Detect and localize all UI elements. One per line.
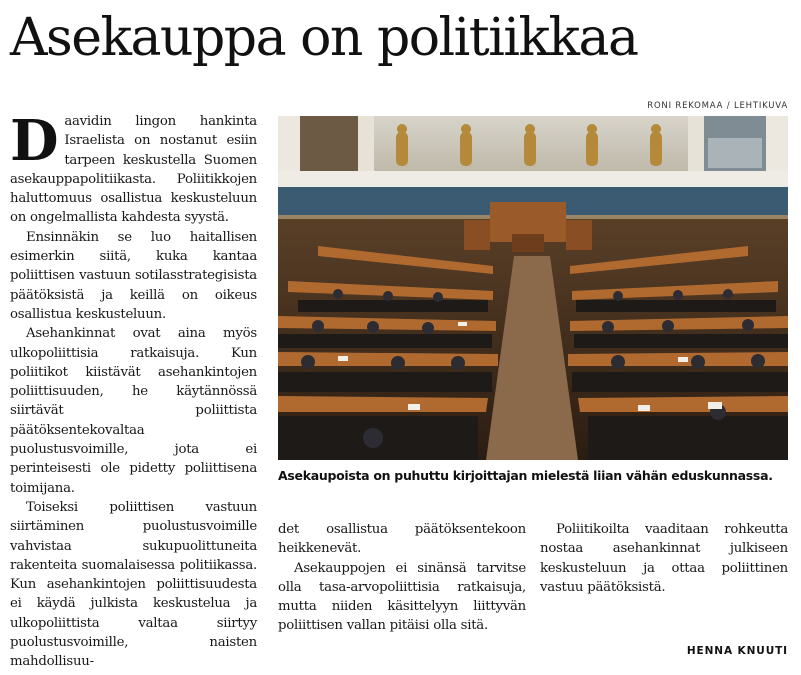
drop-cap: D [10,108,59,174]
paragraph-3: Asehankinnat ovat aina myös ulkopoliittisia ratkaisuja. Kun poliitikot kiistävät asehankintojen poliittisuuden, he käytännössä siirtävät poliittista päätöksentekovaltaa puolustusvoimille, jota ei perinteisesti ole pidetty poliittisena toimijana. [10,326,257,496]
article-column-3 [540,520,788,597]
paragraph-6: Poliitikoilta vaaditaan rohkeutta nostaa asehankinnat julkiseen keskusteluun ja ottaa poliittinen vastuu päätöksistä. [540,522,788,595]
paragraph-5: Asekauppojen ei sinänsä tarvitse olla tasa-arvopoliittisia ratkaisuja, mutta niiden käsittelyyn liittyvän poliittisen vallan pitäisi olla sitä. [278,560,526,634]
paragraph-1-text: aavidin lingon hankinta Israelista on nostanut esiin tarpeen keskustella Suomen asekauppapolitiikasta. Poliitikkojen haluttomuus osallistua keskusteluun on ongelmallista kahdesta syystä. [10,114,257,226]
paragraph-4-start: Toiseksi poliittisen vastuun siirtäminen puolustusvoimille vahvistaa sukupuolittuneita rakenteita suomalaisessa politiikassa. Kun asehankintojen poliittisuudesta ei käydä julkista keskustelua ja ulkopoliittista valtaa siirtyy puolustusvoimille, naisten mahdollisuu- [10,499,257,670]
article-photo [278,116,788,460]
photo-credit: RONI REKOMAA / LEHTIKUVA [647,101,788,111]
paragraph-4-end: det osallistua päätöksentekoon heikkenevät. [278,522,526,557]
headline: Asekauppa on politiikkaa [10,8,638,68]
photo-caption: Asekaupoista on puhuttu kirjoittajan mielestä liian vähän eduskunnassa. [278,468,773,483]
article-column-1 [10,108,257,672]
paragraph-2: Ensinnäkin se luo haitallisen esimerkin siitä, kuka kantaa poliittisen vastuun sotilasstrategisista päätöksistä ja keillä on oikeus osallistua keskusteluun. [10,229,257,322]
paragraph-1 [10,108,257,228]
article-column-2 [278,520,526,636]
byline: HENNA KNUUTI [686,645,788,657]
